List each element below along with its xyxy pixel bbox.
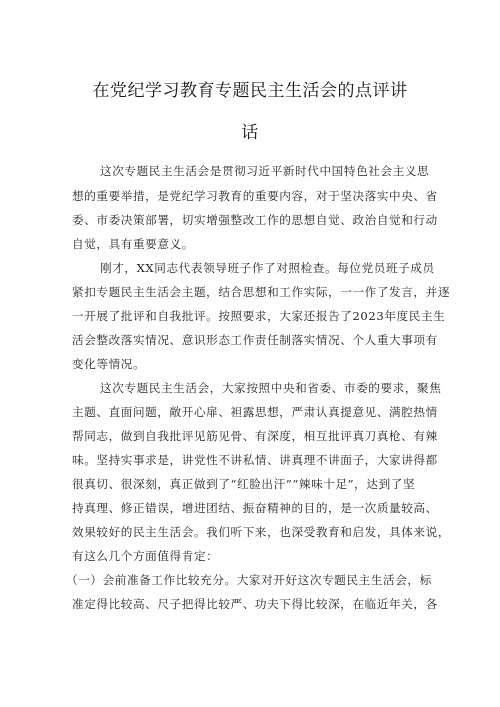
body-line: （一）会前准备工作比较充分。大家对开好这次专题民主生活会，标 [66,573,432,587]
body-line: 味。坚持实事求是，讲党性不讲私情、讲真理不讲面子，大家讲得都 [72,453,438,467]
body-line: 效果较好的民主生活会。我们听下来，也深受教育和启发，具体来说， [72,525,451,539]
body-line: 想的重要举措，是党纪学习教育的重要内容，对于坚决落实中央、省 [72,189,438,203]
body-line: 一开展了批评和自我批评。按照要求，大家还报告了2023年度民主生 [72,309,446,323]
body-line: 持真理、修正错误，增进团结、振奋精神的目的，是一次质量较高、 [72,501,438,515]
body-line: 这次专题民主生活会是贯彻习近平新时代中国特色社会主义思 [100,164,430,178]
body-line: 很真切、很深刻，真正做到了“红脸出汗”“辣味十足”，达到了坚 [72,477,416,491]
body-line: 准定得比较高、尺子把得比较严、功夫下得比较深，在临近年关，各 [72,597,438,611]
document-title-line-2: 话 [241,123,259,143]
body-line: 有这么几个方面值得肯定： [72,549,219,563]
body-line: 自觉，具有重要意义。 [72,237,194,251]
body-line: 这次专题民主生活会，大家按照中央和省委、市委的要求，聚焦 [100,381,442,395]
body-line: 刚才，XX同志代表领导班子作了对照检查。每位党员班子成员 [100,261,435,275]
body-line: 紧扣专题民主生活会主题，结合思想和工作实际，一一作了发言，并逐 [72,285,451,299]
body-line: 帮同志，做到自我批评见筋见骨、有深度，相互批评真刀真枪、有辣 [72,429,438,443]
document-title-line-1: 在党纪学习教育专题民主生活会的点评讲 [92,81,408,101]
body-line: 变化等情况。 [72,357,146,371]
body-line: 活会整改落实情况、意识形态工作责任制落实情况、个人重大事项有 [72,333,438,347]
body-line: 委、市委决策部署，切实增强整改工作的思想自觉、政治自觉和行动 [72,213,438,227]
body-line: 主题、直面问题，敞开心扉、袒露思想，严肃认真提意见、满腔热情 [72,405,438,419]
